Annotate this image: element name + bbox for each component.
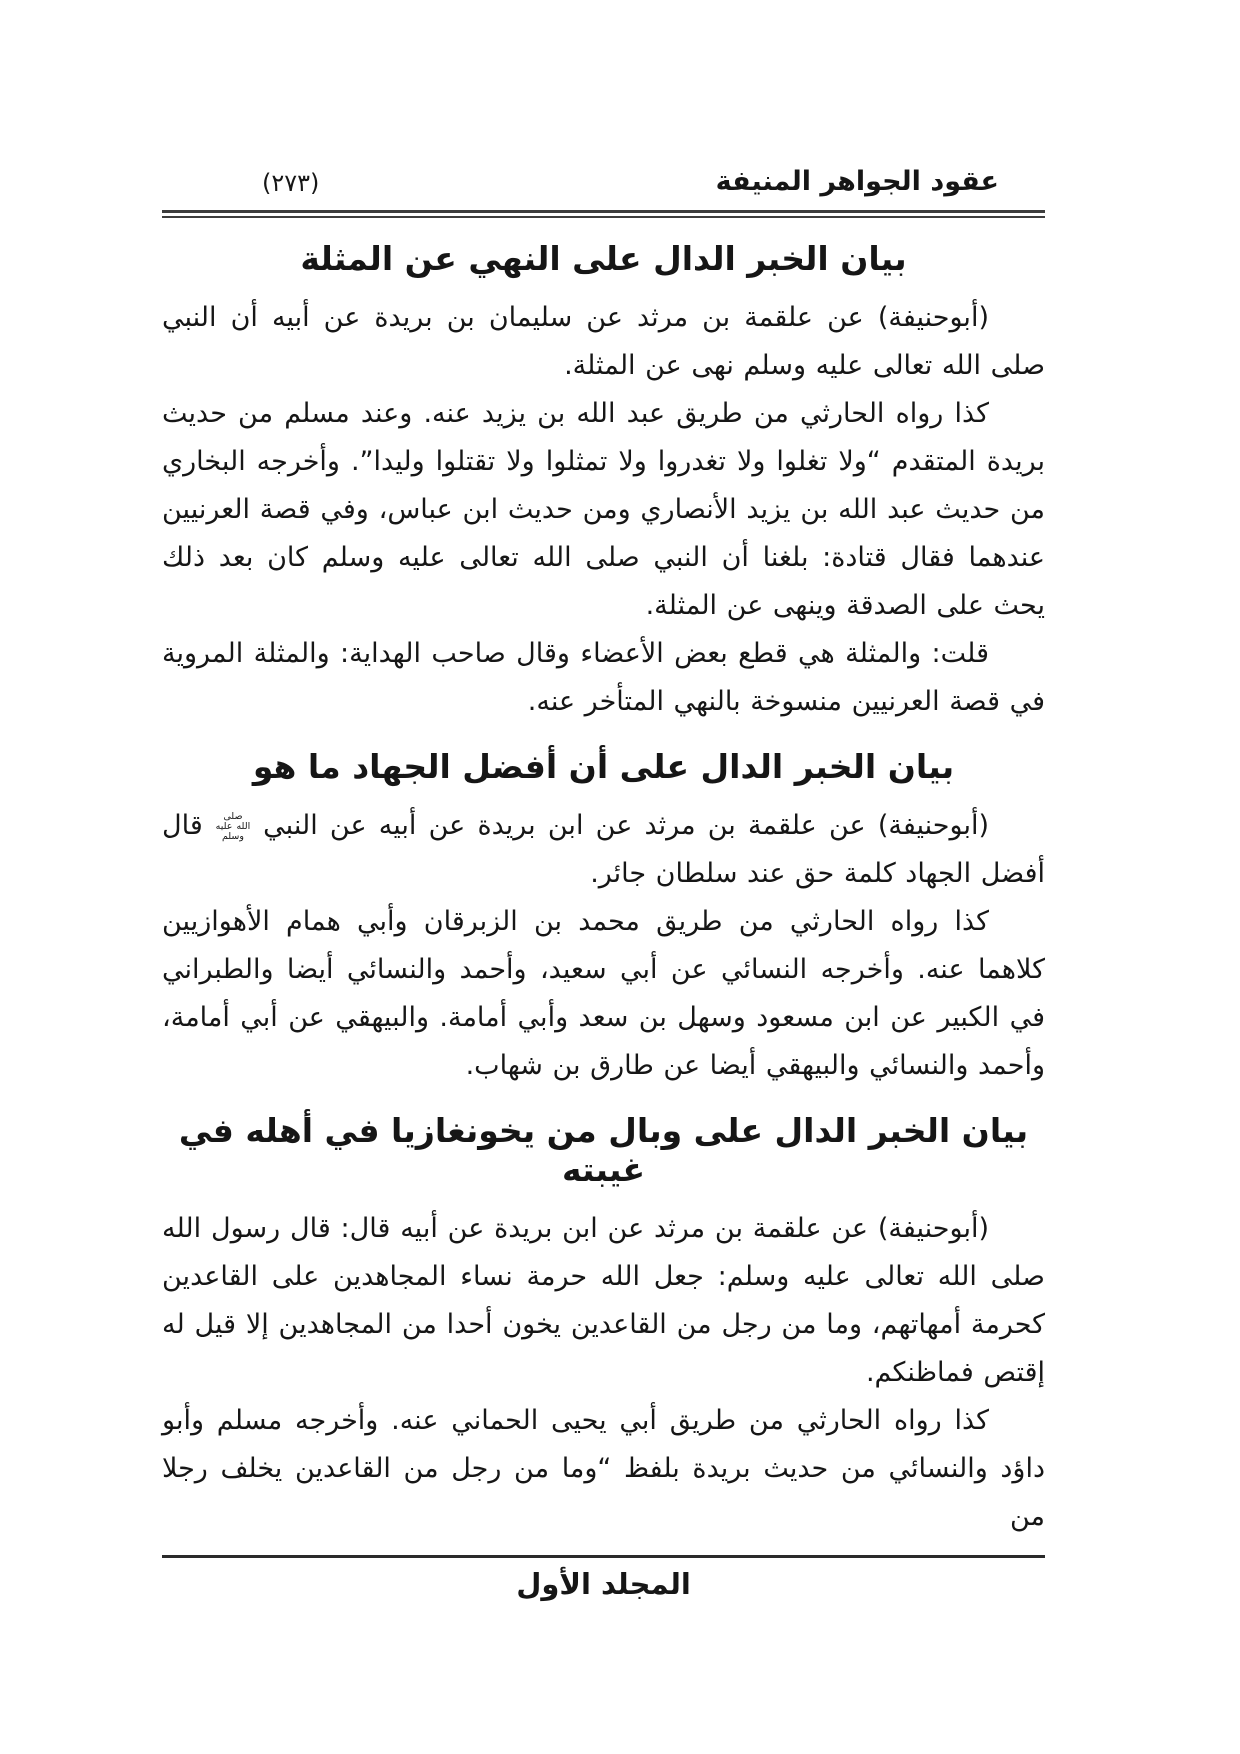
paragraph: (أبوحنيفة) عن علقمة بن مرثد عن سليمان بن بريدة عن أبيه أن النبي صلى الله تعالى عليه وسلم نهى عن المثلة.: [162, 302, 1045, 381]
paragraph: كذا رواه الحارثي من طريق أبي يحيى الحماني عنه. وأخرجه مسلم وأبو داؤد والنسائي من حديث بريدة بلفظ “وما من رجل من القاعدين يخلف رجلا من: [162, 1405, 1045, 1532]
section-heading: بيان الخبر الدال على وبال من يخونغازيا في أهله في غيبته: [178, 1111, 1029, 1189]
paragraph: كذا رواه الحارثي من طريق عبد الله بن يزيد عنه. وعند مسلم من حديث بريدة المتقدم “ولا تغلوا ولا تغدروا ولا تمثلوا ولا تقتلوا وليدا”. وأخرجه البخاري من حديث عبد الله بن يزيد الأنصاري ومن حديث ابن عباس، وفي قصة العرنيين عندهما فقال قتادة: بلغنا أن النبي صلى الله تعالى عليه وسلم كان بعد ذلك يحث على الصدقة وينهى عن المثلة.: [162, 398, 1045, 621]
section-heading: بيان الخبر الدال على أن أفضل الجهاد ما هو: [252, 747, 955, 786]
page-content: [162, 0, 1045, 1601]
hadith-isnad-text: (أبوحنيفة) عن علقمة بن مرثد عن ابن بريدة عن أبيه عن النبي: [263, 810, 989, 841]
page-footer: [162, 1555, 1045, 1601]
section-mutla: [162, 239, 1045, 726]
page-header: [162, 166, 1045, 218]
header-row: [162, 166, 1045, 197]
section-wabal-khiyana: [162, 1111, 1045, 1541]
section-afdal-jihad: [162, 747, 1045, 1090]
hadith-matn-text: قال أفضل الجهاد كلمة حق عند سلطان جائر.: [162, 810, 1045, 889]
section-heading: بيان الخبر الدال على النهي عن المثلة: [300, 239, 907, 278]
paragraph: (أبوحنيفة) عن علقمة بن مرثد عن ابن بريدة عن أبيه قال: قال رسول الله صلى الله تعالى عليه وسلم: جعل الله حرمة نساء المجاهدين على القاعدين كحرمة أمهاتهم، وما من رجل من القاعدين يخون أحدا من المجاهدين إلا قيل له إقتص فماظنكم.: [162, 1213, 1045, 1388]
saw-honorific-ligature: صلى الله عليه وسلم: [215, 810, 251, 842]
header-double-rule: [162, 210, 1045, 218]
paragraph: قلت: والمثلة هي قطع بعض الأعضاء وقال صاحب الهداية: والمثلة المروية في قصة العرنيين منسوخة بالنهي المتأخر عنه.: [162, 638, 1045, 717]
footer-rule: [162, 1555, 1045, 1558]
paragraph: [162, 802, 1045, 898]
book-title: عقود الجواهر المنيفة: [715, 166, 999, 197]
page-number: (٢٧٣): [262, 169, 320, 197]
page-body: [162, 239, 1045, 1541]
volume-label: المجلد الأول: [516, 1567, 691, 1601]
paragraph: كذا رواه الحارثي من طريق محمد بن الزبرقان وأبي همام الأهوازيين كلاهما عنه. وأخرجه النسائي عن أبي سعيد، وأحمد والنسائي أيضا والطبراني في الكبير عن ابن مسعود وسهل بن سعد وأبي أمامة. والبيهقي عن أبي أمامة، وأحمد والنسائي والبيهقي أيضا عن طارق بن شهاب.: [162, 906, 1045, 1081]
